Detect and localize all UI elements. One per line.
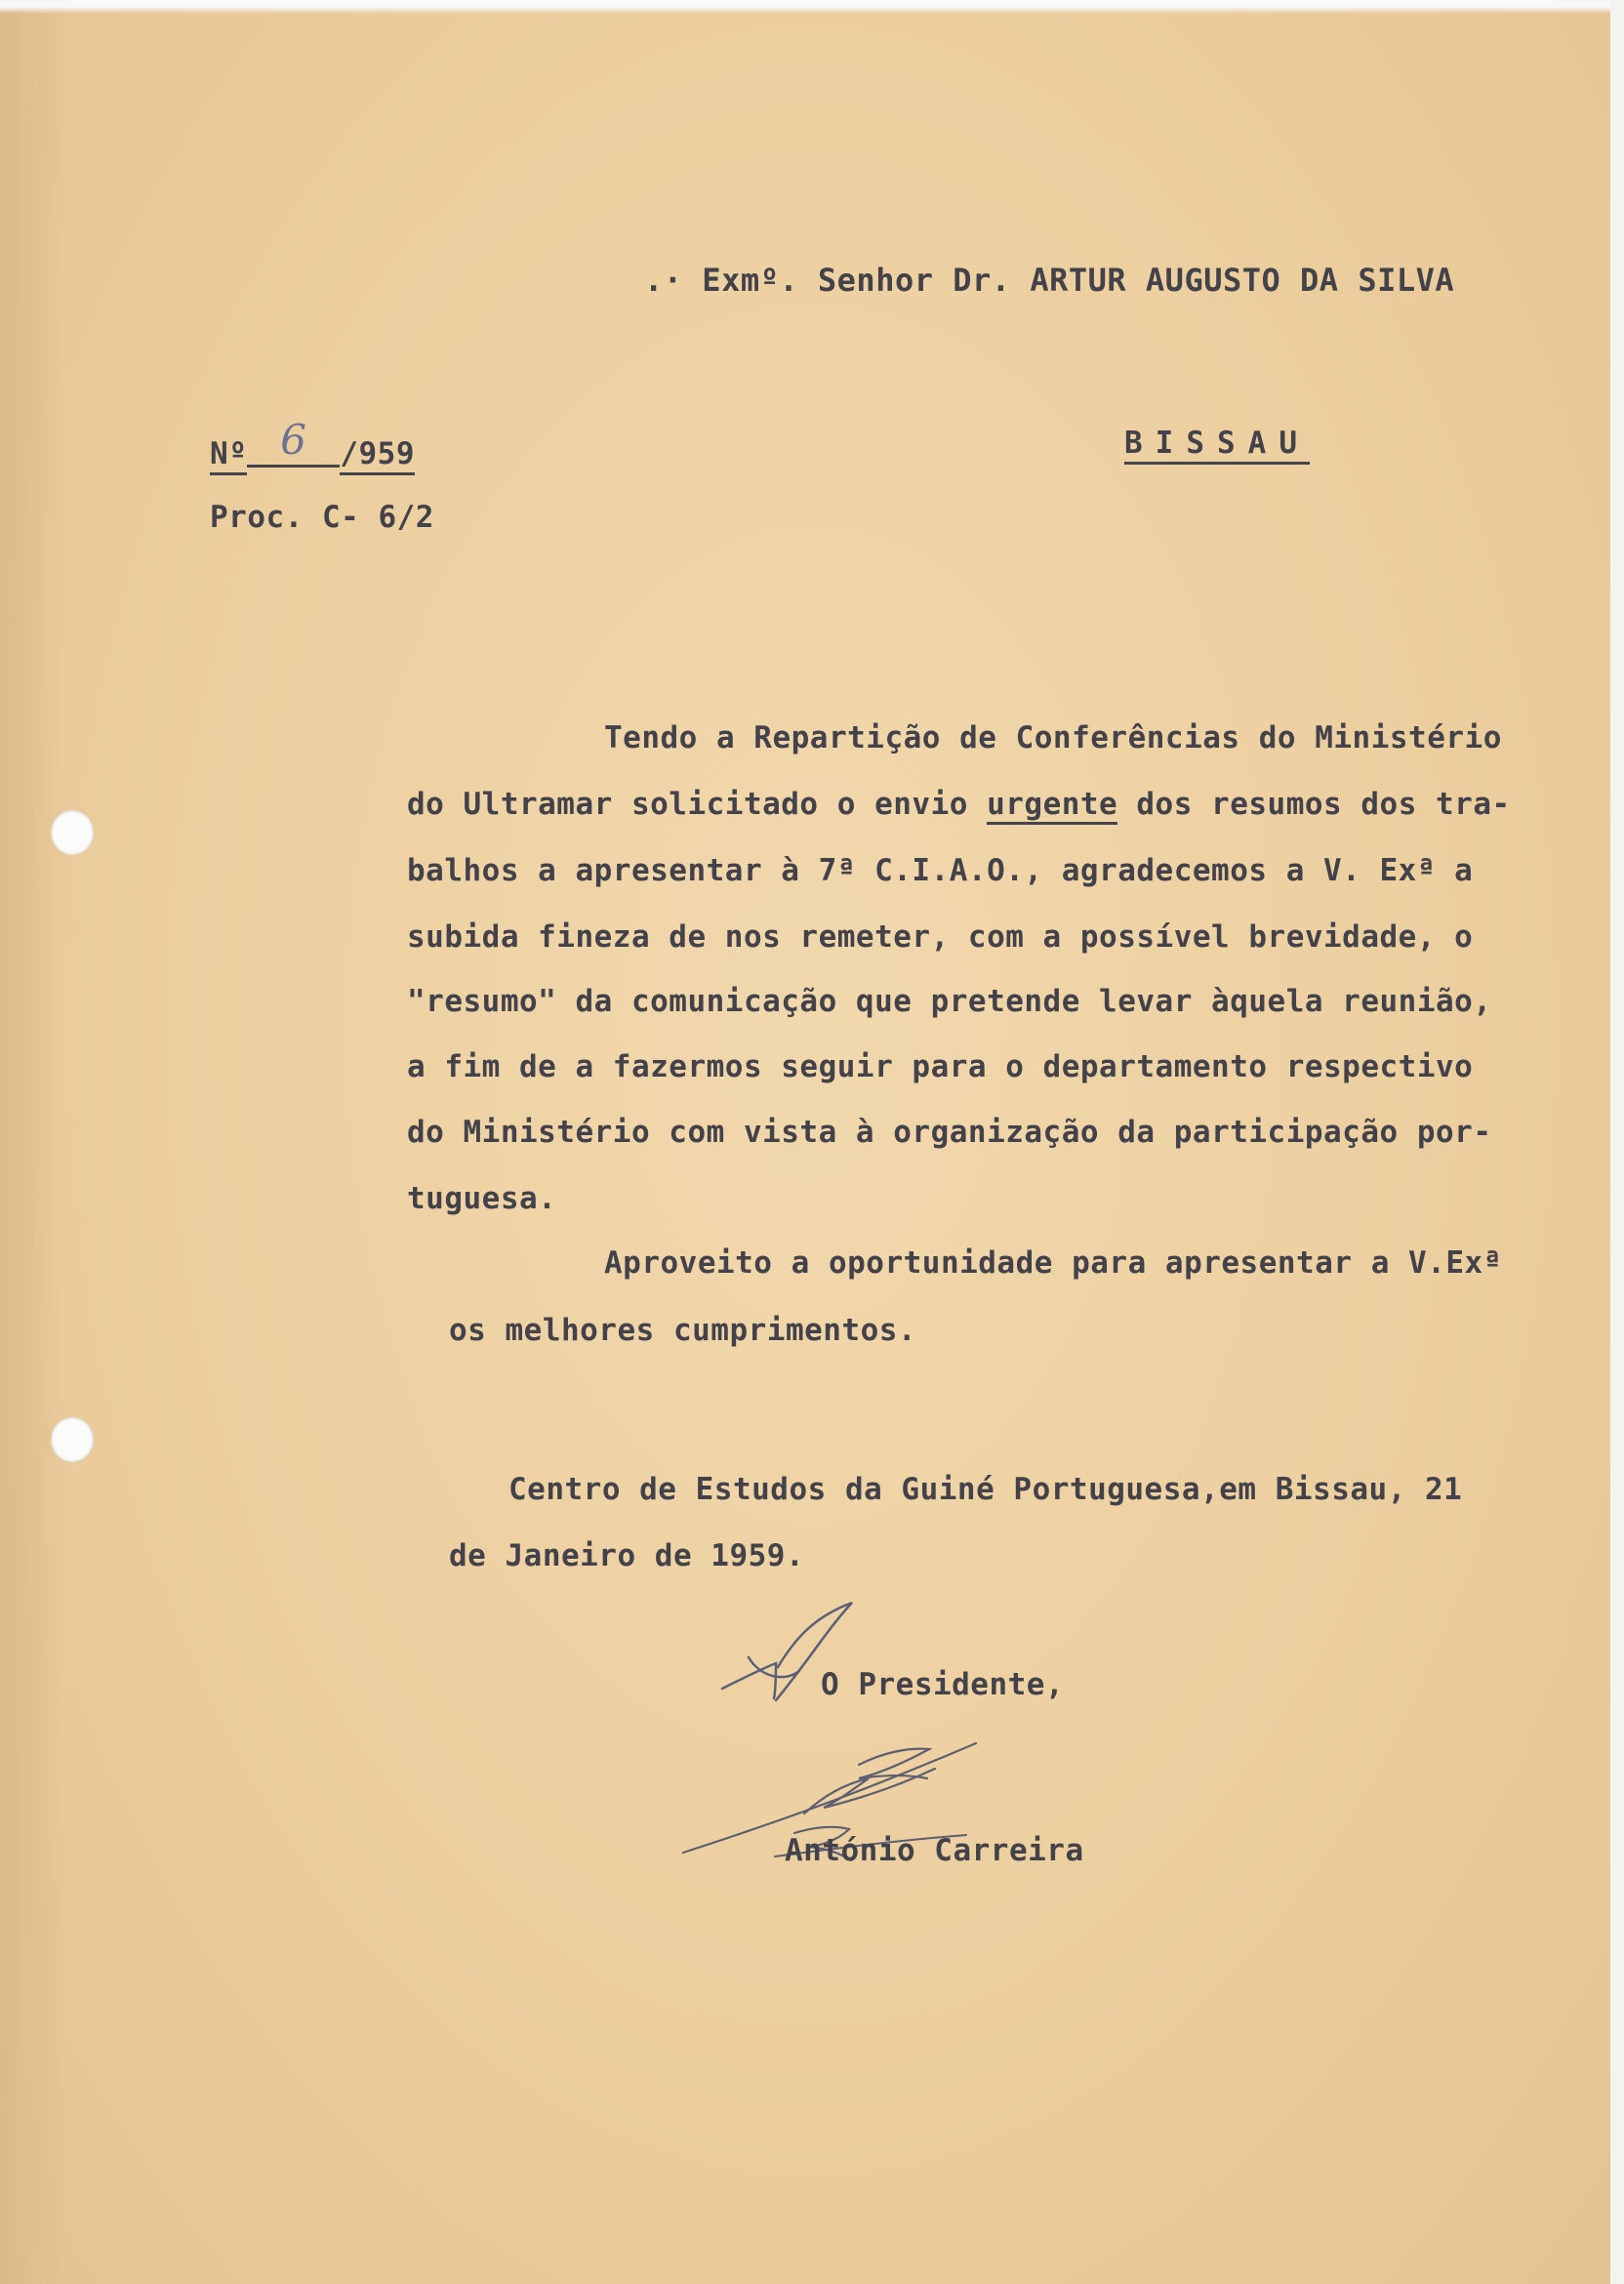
body-line-1: Tendo a Repartição de Conferências do Ministério [604,720,1502,755]
scan-right-edge [1610,0,1624,2284]
body-line-2 [407,787,1511,822]
process-reference: Proc. C- 6/2 [210,500,434,535]
body-line-3: balhos a apresentar à 7ª C.I.A.O., agradecemos a V. Exª a [407,853,1474,888]
scan-left-shadow [0,0,68,2284]
place-date-line-2: de Janeiro de 1959. [449,1538,805,1573]
body-line-2-start: do Ultramar solicitado o envio [407,787,988,822]
greeting-line-2: os melhores cumprimentos. [449,1313,917,1348]
place-date-line-1: Centro de Estudos da Guiné Portuguesa,em Bissau, 21 [508,1472,1463,1507]
scan-top-edge [0,0,1624,14]
body-line-5: "resumo" da comunicação que pretende levar àquela reunião, [407,984,1492,1019]
reference-number [210,416,415,477]
reference-year: /959 [340,436,415,475]
urgent-word: urgente [987,787,1117,825]
body-line-8: tuguesa. [407,1181,557,1216]
greeting-line-1: Aproveito a oportunidade para apresentar a V.Exª [604,1245,1502,1281]
signer-name: António Carreira [785,1833,1084,1868]
addressee-line: .· Exmº. Senhor Dr. ARTUR AUGUSTO DA SILVA [644,262,1455,299]
body-line-2-end: dos resumos dos tra- [1117,787,1511,822]
reference-handwritten-number: 6 [247,416,340,468]
signature-title: O Presidente, [821,1667,1065,1702]
punch-hole-bottom [51,1417,94,1462]
punch-hole-top [51,810,94,855]
body-line-7: do Ministério com vista à organização da participação por- [407,1115,1492,1150]
body-line-6: a fim de a fazermos seguir para o departamento respectivo [407,1049,1474,1084]
city-heading: BISSAU [1124,426,1310,465]
body-line-4: subida fineza de nos remeter, com a possível brevidade, o [407,919,1474,955]
reference-prefix: Nº [210,436,247,475]
